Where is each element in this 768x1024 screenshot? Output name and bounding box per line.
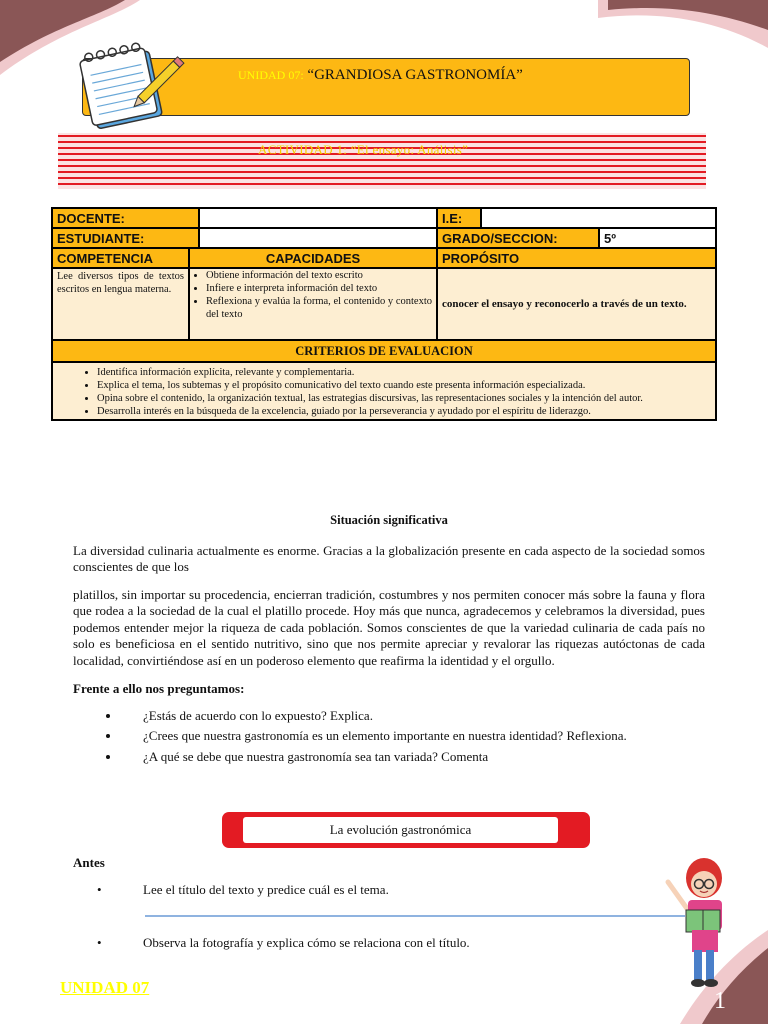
question-item: • ¿Crees que nuestra gastronomía es un elemento importante en nuestra identidad? Reflexiona.	[121, 728, 705, 745]
unit-name: “GRANDIOSA GASTRONOMÍA”	[307, 67, 523, 83]
grado-label: GRADO/SECCION:	[437, 228, 599, 248]
girl-reading-illustration	[658, 852, 738, 994]
antes-label: Antes	[73, 855, 105, 870]
docente-label: DOCENTE:	[52, 208, 199, 228]
docente-field[interactable]	[199, 208, 437, 228]
footer-unit-label: UNIDAD 07	[60, 978, 150, 997]
proposito-header: PROPÓSITO	[437, 248, 716, 268]
top-right-corner-decoration	[598, 0, 768, 50]
ie-field[interactable]	[481, 208, 716, 228]
reading-title: La evolución gastronómica	[243, 817, 558, 843]
capacidad-item: • Infiere e interpreta información del texto	[206, 282, 432, 295]
activity-title: ACTIVIDAD 1: “El ensayo: Análisis”	[258, 142, 469, 157]
estudiante-label: ESTUDIANTE:	[52, 228, 199, 248]
ie-label: I.E:	[437, 208, 481, 228]
antes-task-text: Observa la fotografía y explica cómo se relaciona con el título.	[143, 935, 470, 950]
capacidad-item: • Reflexiona y evalúa la forma, el contenido y contexto del texto	[206, 295, 432, 321]
unit-title	[238, 67, 523, 84]
question-item: • ¿A qué se debe que nuestra gastronomía sea tan variada? Comenta	[121, 749, 705, 766]
criterios-list	[52, 362, 716, 420]
questions-list	[73, 708, 705, 766]
capacidades-list	[189, 268, 437, 340]
notepad-pencil-icon	[72, 38, 190, 134]
competencia-header: COMPETENCIA	[52, 248, 189, 268]
criterio-item: • Identifica información explícita, relevante y complementaria.	[97, 366, 711, 379]
estudiante-field[interactable]	[199, 228, 437, 248]
info-table	[51, 207, 717, 421]
situacion-paragraph-2: platillos, sin importar su procedencia, encierran tradición, costumbres y nos permiten conocer más sobre la fauna y flora que rodea a la sociedad de la cual el platillo procede. Hoy más que nunca, agradecemos y celebramos la diversidad, pues podemos entender mejor la riqueza de cada población. Somos conscientes de que la variedad culinaria de cada país no solo es beneficiosa en el sentido nutritivo, sino que nos permite apreciar y revalorar las riquezas autóctonas de cada localidad, convirtiéndose así en un poderoso elemento que reafirma la identidad y el orgullo.	[73, 586, 705, 668]
answer-line[interactable]	[145, 915, 685, 917]
capacidades-header: CAPACIDADES	[189, 248, 437, 268]
criterio-item: • Opina sobre el contenido, la organización textual, las estrategias discursivas, las representaciones sociales y la intención del autor.	[97, 392, 711, 405]
criterios-header: CRITERIOS DE EVALUACION	[52, 340, 716, 362]
antes-task-2: • Observa la fotografía y explica cómo se relaciona con el título.	[97, 935, 470, 950]
questions-intro: Frente a ello nos preguntamos:	[73, 681, 245, 696]
criterio-item: • Desarrolla interés en la búsqueda de la excelencia, guiado por la perseverancia y ayudado por el espíritu de liderazgo.	[97, 405, 711, 418]
competencia-text: Lee diversos tipos de textos escritos en lengua materna.	[52, 268, 189, 340]
antes-task-text: Lee el título del texto y predice cuál es el tema.	[143, 882, 389, 897]
situacion-paragraph-1: La diversidad culinaria actualmente es enorme. Gracias a la globalización presente en cada aspecto de la sociedad somos conscientes de que los	[73, 542, 705, 574]
antes-task-1: • Lee el título del texto y predice cuál es el tema.	[97, 882, 389, 897]
grado-field[interactable]: 5º	[599, 228, 716, 248]
capacidad-item: • Obtiene información del texto escrito	[206, 269, 432, 282]
question-item: • ¿Estás de acuerdo con lo expuesto? Explica.	[121, 708, 705, 725]
page-number: 1	[714, 988, 726, 1014]
criterio-item: • Explica el tema, los subtemas y el propósito comunicativo del texto cuando este presenta información especializada.	[97, 379, 711, 392]
situacion-title: Situación significativa	[330, 513, 448, 527]
situacion-section	[73, 512, 705, 765]
proposito-text: conocer el ensayo y reconocerlo a través de un texto.	[437, 268, 716, 340]
unit-label: UNIDAD 07:	[238, 68, 304, 82]
